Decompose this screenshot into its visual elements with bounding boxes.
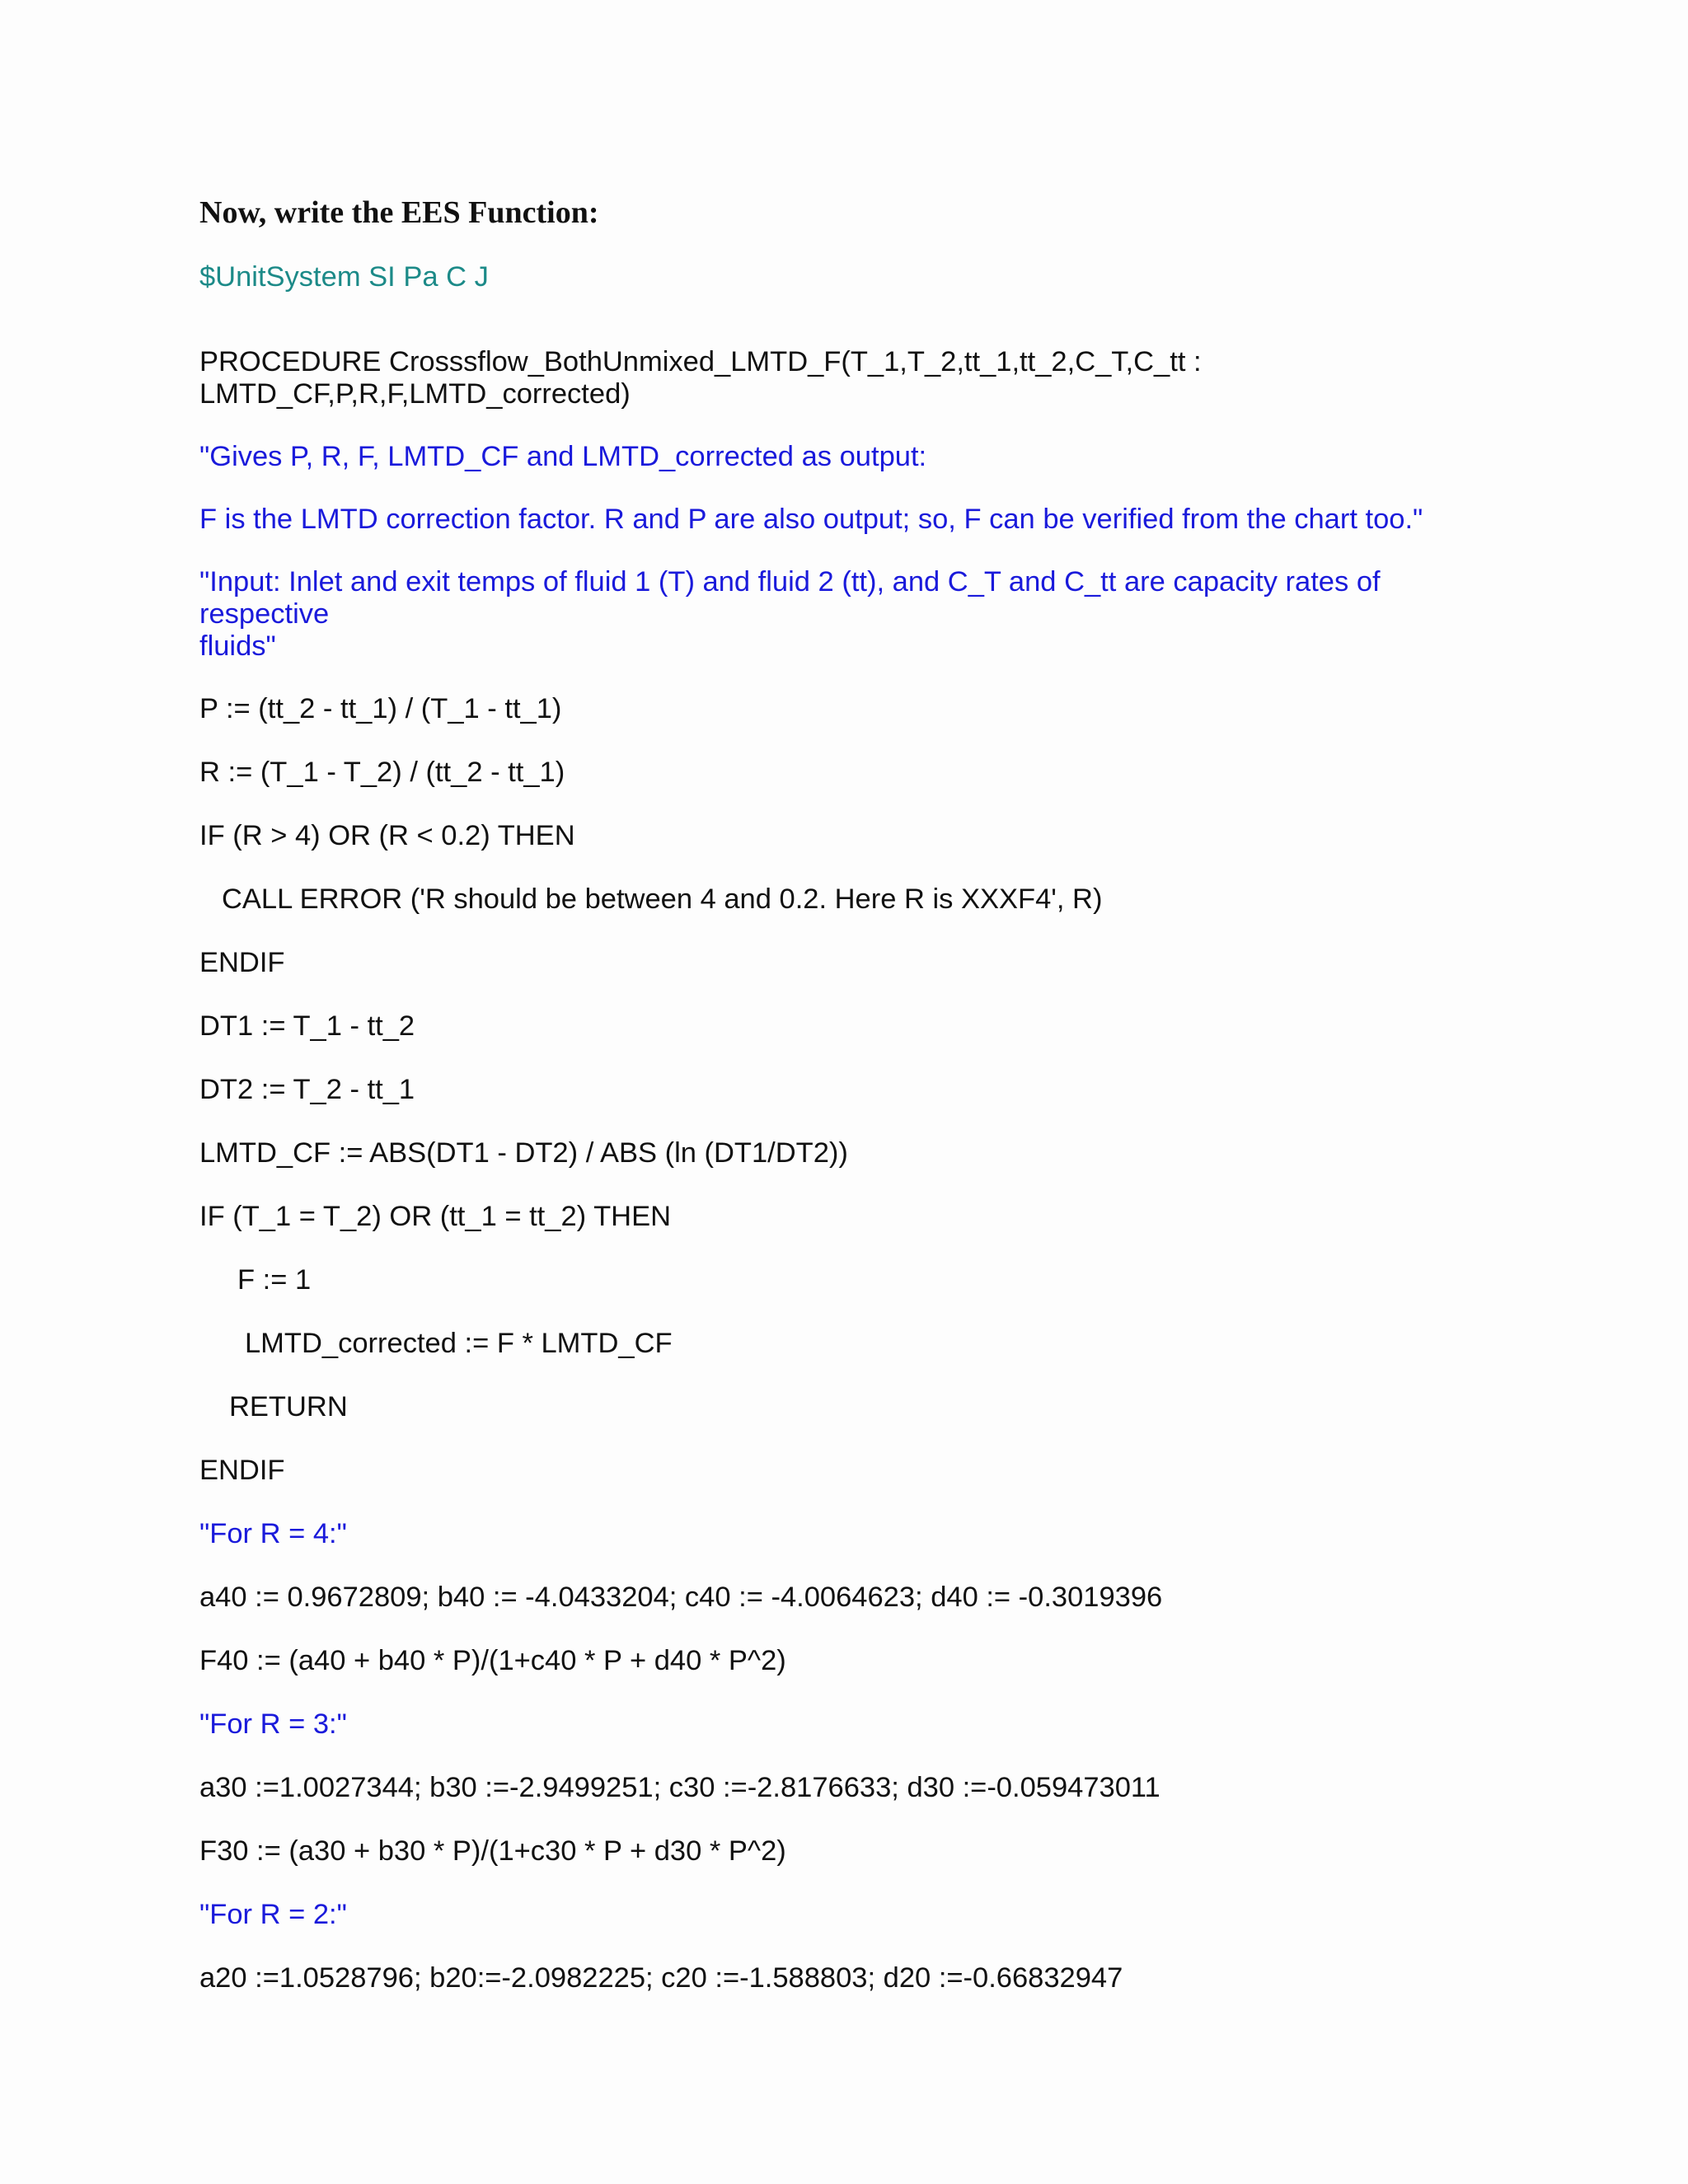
comment-for-r3: "For R = 3:" xyxy=(199,1708,347,1740)
code-if-r-range: IF (R > 4) OR (R < 0.2) THEN xyxy=(199,820,575,851)
comment-gives-output: "Gives P, R, F, LMTD_CF and LMTD_corrected as output: xyxy=(199,441,927,472)
code-f-equals-one: F := 1 xyxy=(237,1264,312,1296)
comment-input-line-1: "Input: Inlet and exit temps of fluid 1 (T) and fluid 2 (tt), and C_T and C_tt are capacity rates of respective xyxy=(199,566,1389,630)
code-return: RETURN xyxy=(229,1391,348,1422)
code-endif-2: ENDIF xyxy=(199,1455,285,1486)
comment-input-line-2: fluids" xyxy=(199,630,276,662)
comment-f-description: F is the LMTD correction factor. R and P are also output; so, F can be verified from the chart too." xyxy=(199,504,1423,535)
code-if-equal-temps: IF (T_1 = T_2) OR (tt_1 = tt_2) THEN xyxy=(199,1201,671,1232)
code-dt1: DT1 := T_1 - tt_2 xyxy=(199,1010,415,1042)
code-r-definition: R := (T_1 - T_2) / (tt_2 - tt_1) xyxy=(199,757,565,788)
code-coefficients-r3: a30 :=1.0027344; b30 :=-2.9499251; c30 :=-2.8176633; d30 :=-0.059473011 xyxy=(199,1772,1160,1803)
code-call-error: CALL ERROR ('R should be between 4 and 0.2. Here R is XXXF4', R) xyxy=(222,883,1103,915)
comment-for-r4: "For R = 4:" xyxy=(199,1518,347,1549)
unit-system-directive: $UnitSystem SI Pa C J xyxy=(199,261,489,293)
procedure-signature-line-1: PROCEDURE Crosssflow_BothUnmixed_LMTD_F(T_1,T_2,tt_1,tt_2,C_T,C_tt : xyxy=(199,346,1202,377)
code-lmtd-corrected: LMTD_corrected := F * LMTD_CF xyxy=(245,1328,673,1359)
code-coefficients-r2: a20 :=1.0528796; b20:=-2.0982225; c20 :=-1.588803; d20 :=-0.66832947 xyxy=(199,1962,1123,1994)
document-body xyxy=(199,194,1502,1994)
code-dt2: DT2 := T_2 - tt_1 xyxy=(199,1074,415,1105)
code-coefficients-r4: a40 := 0.9672809; b40 := -4.0433204; c40 := -4.0064623; d40 := -0.3019396 xyxy=(199,1582,1163,1613)
code-f40: F40 := (a40 + b40 * P)/(1+c40 * P + d40 * P^2) xyxy=(199,1645,786,1676)
code-f30: F30 := (a30 + b30 * P)/(1+c30 * P + d30 * P^2) xyxy=(199,1835,786,1867)
code-lmtd-cf: LMTD_CF := ABS(DT1 - DT2) / ABS (ln (DT1/DT2)) xyxy=(199,1137,848,1169)
comment-for-r2: "For R = 2:" xyxy=(199,1899,347,1930)
procedure-signature-line-2: LMTD_CF,P,R,F,LMTD_corrected) xyxy=(199,378,631,410)
code-p-definition: P := (tt_2 - tt_1) / (T_1 - tt_1) xyxy=(199,693,562,724)
section-heading: Now, write the EES Function: xyxy=(199,195,599,230)
code-endif-1: ENDIF xyxy=(199,947,285,978)
